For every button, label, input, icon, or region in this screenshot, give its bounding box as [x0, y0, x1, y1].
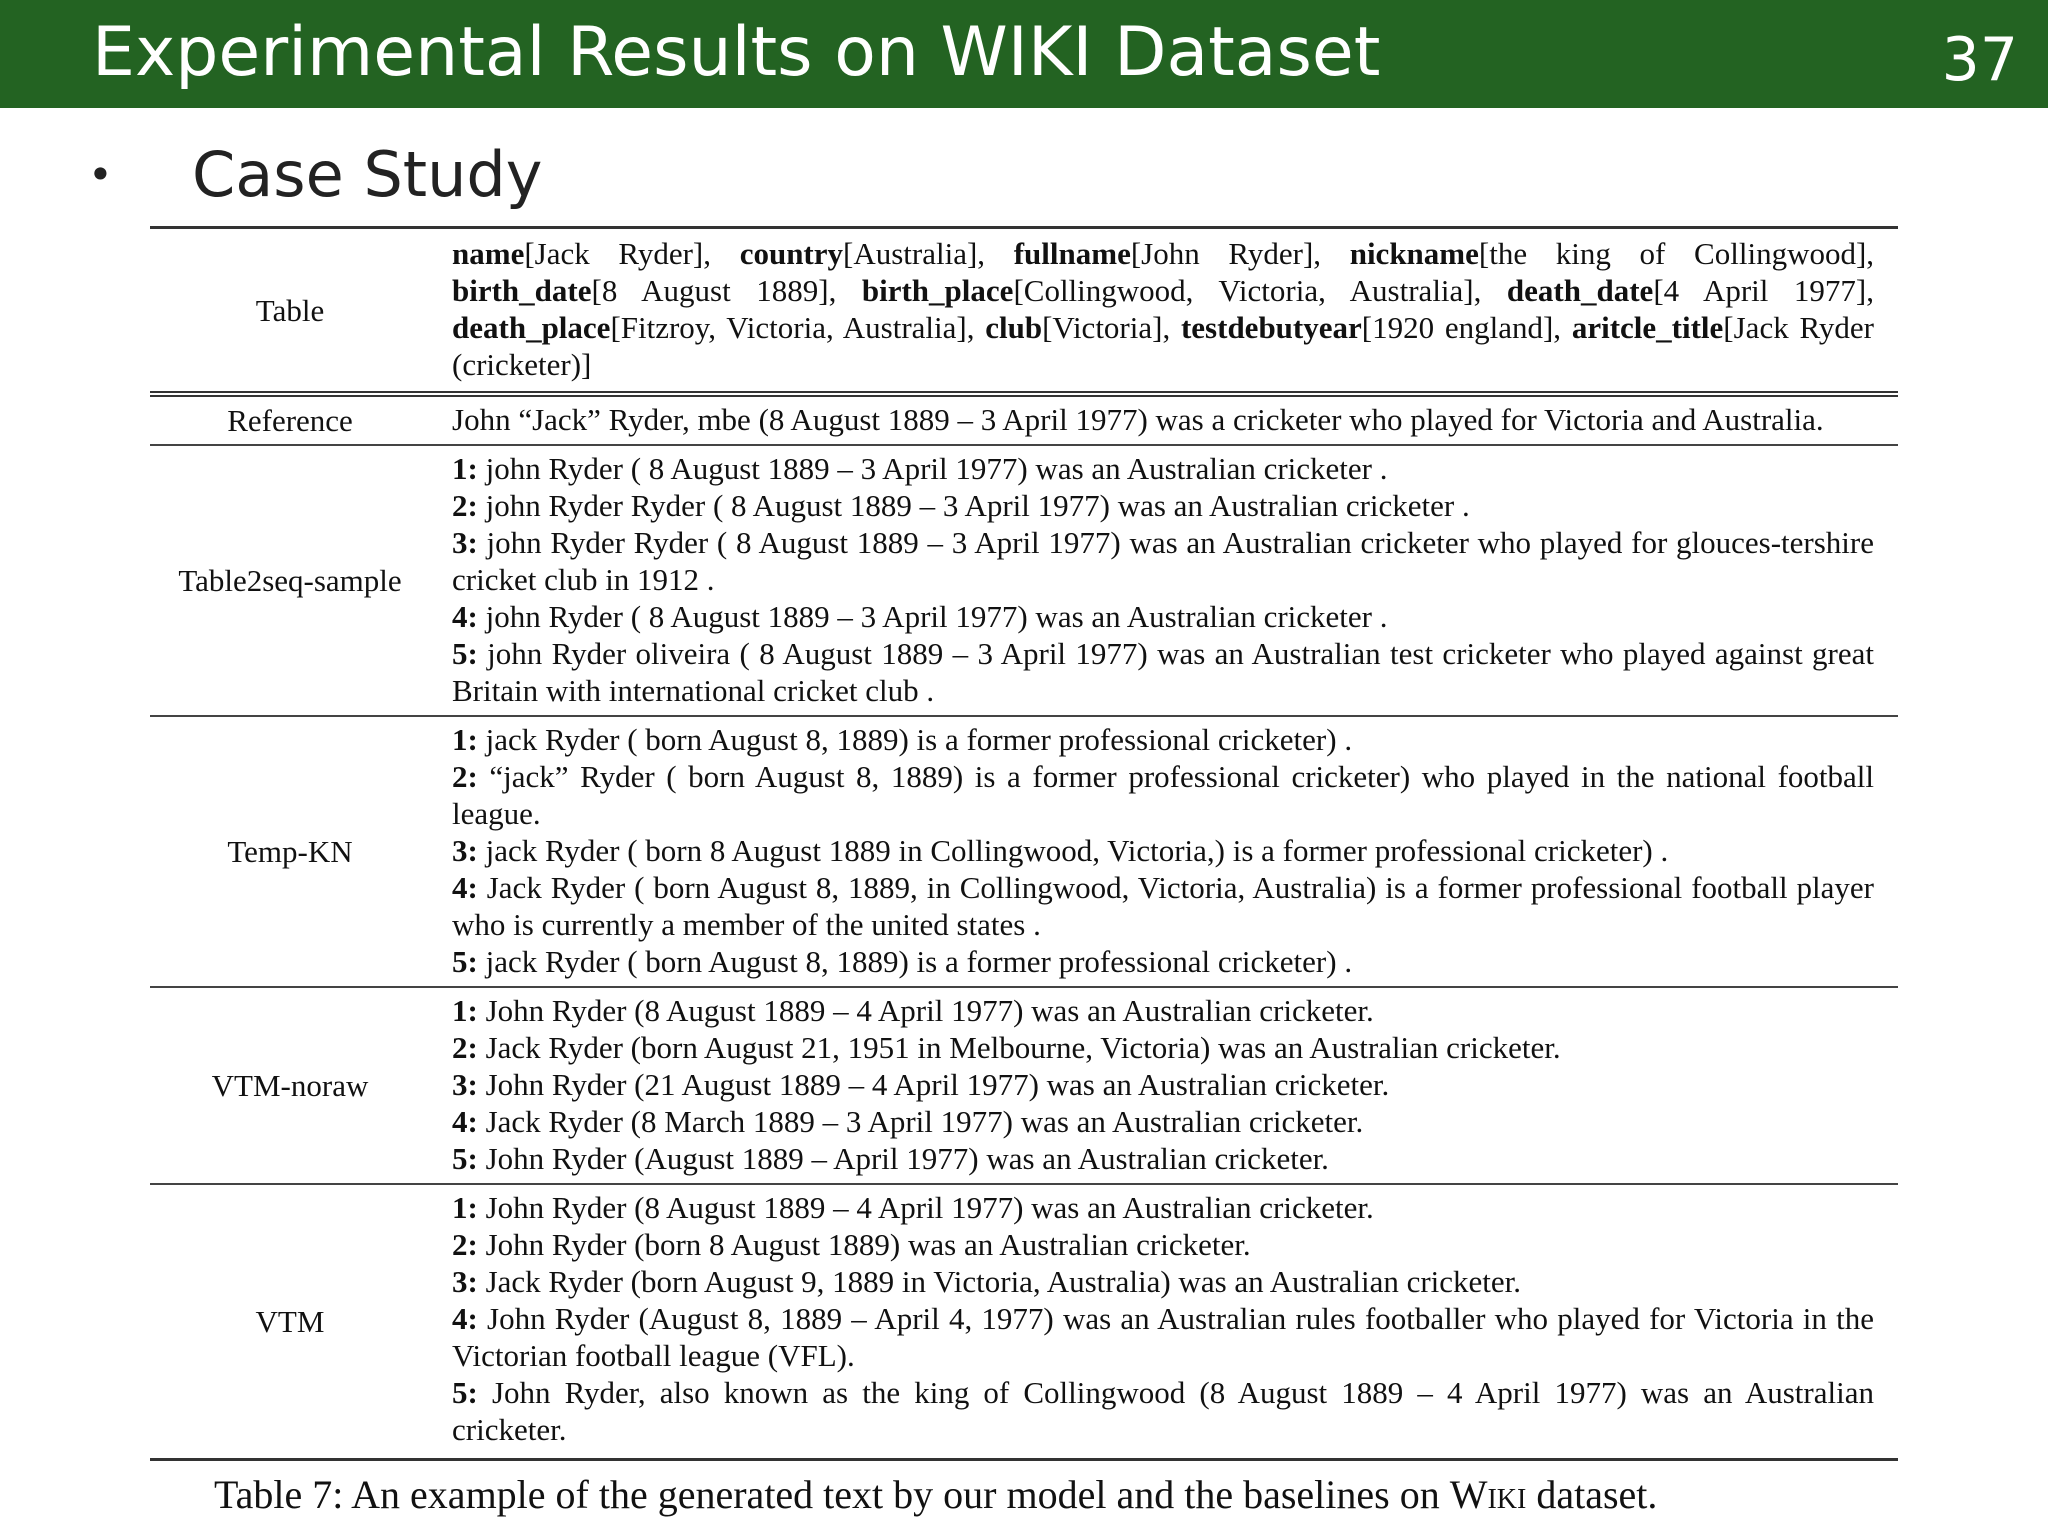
field-name: name[Jack Ryder],	[452, 236, 740, 271]
sample-line: 4: john Ryder ( 8 August 1889 – 3 April 1977) was an Australian cricketer .	[452, 599, 1388, 634]
sample-line: 4: Jack Ryder ( born August 8, 1889, in Collingwood, Victoria, Australia) is a former professional football player who is currently a member of the united states .	[452, 870, 1874, 942]
reference-text: John “Jack” Ryder, mbe (8 August 1889 – 3 April 1977) was a cricketer who played for Victoria and Australia.	[452, 402, 1824, 437]
page-number: 37	[1941, 25, 2018, 95]
bullet-dot-icon: •	[88, 150, 113, 199]
sample-line: 4: John Ryder (August 8, 1889 – April 4, 1977) was an Australian rules footballer who played for Victoria in the Victorian football league (VFL).	[452, 1301, 1874, 1373]
sample-line: 5: John Ryder (August 1889 – April 1977) was an Australian cricketer.	[452, 1141, 1329, 1176]
vtm-samples	[452, 1184, 1898, 1460]
table2seq-samples	[452, 445, 1898, 716]
slide-header	[0, 0, 2048, 108]
field-nickname: nickname[the king of Collingwood],	[1349, 236, 1875, 271]
sample-line: 3: John Ryder (21 August 1889 – 4 April 1977) was an Australian cricketer.	[452, 1067, 1390, 1102]
field-birth-date: birth_date[8 August 1889],	[452, 273, 862, 308]
sample-line: 2: john Ryder Ryder ( 8 August 1889 – 3 April 1977) was an Australian cricketer .	[452, 488, 1470, 523]
sample-line: 1: John Ryder (8 August 1889 – 4 April 1977) was an Australian cricketer.	[452, 993, 1374, 1028]
table-row-table	[150, 228, 1898, 395]
row-label-table: Table	[255, 292, 325, 328]
row-label-vtm: VTM	[255, 1304, 325, 1339]
field-birth-place: birth_place[Collingwood, Victoria, Australia],	[861, 273, 1507, 308]
sample-line: 2: John Ryder (born 8 August 1889) was an Australian cricketer.	[452, 1227, 1251, 1262]
row-label-table2seq: Table2seq-sample	[178, 563, 402, 598]
sample-line: 5: jack Ryder ( born August 8, 1889) is a former professional cricketer) .	[452, 944, 1353, 979]
table-row-reference	[150, 394, 1898, 445]
table-caption: Table 7: An example of the generated text by our model and the baselines on Wiki dataset.	[214, 1472, 1658, 1517]
field-country: country[Australia],	[739, 236, 1014, 271]
bullet-text: Case Study	[192, 138, 543, 211]
sample-line: 1: john Ryder ( 8 August 1889 – 3 April 1977) was an Australian cricketer .	[452, 451, 1388, 486]
sample-line: 3: john Ryder Ryder ( 8 August 1889 – 3 April 1977) was an Australian cricketer who played for glouces-tershire cricket club in 1912 .	[452, 525, 1874, 597]
field-article-title: aritcle_title[Jack Ryder (cricketer)]	[452, 310, 1874, 382]
row-label-temp-kn: Temp-KN	[227, 834, 353, 869]
sample-line: 4: Jack Ryder (8 March 1889 – 3 April 1977) was an Australian cricketer.	[452, 1104, 1364, 1139]
table-row-table2seq	[150, 445, 1898, 716]
table-row-vtm	[150, 1184, 1898, 1460]
field-death-place: death_place[Fitzroy, Victoria, Australia],	[452, 310, 986, 345]
sample-line: 1: jack Ryder ( born August 8, 1889) is a former professional cricketer) .	[452, 722, 1353, 757]
field-death-date: death_date[4 April 1977],	[1506, 273, 1875, 308]
table-row-vtm-noraw	[150, 987, 1898, 1184]
sample-line: 3: jack Ryder ( born 8 August 1889 in Collingwood, Victoria,) is a former professional cricketer) .	[452, 833, 1669, 868]
table-row-temp-kn	[150, 716, 1898, 987]
sample-line: 2: “jack” Ryder ( born August 8, 1889) is a former professional cricketer) who played in the national football league.	[452, 759, 1874, 831]
sample-line: 2: Jack Ryder (born August 21, 1951 in Melbourne, Victoria) was an Australian cricketer.	[452, 1030, 1561, 1065]
sample-line: 5: john Ryder oliveira ( 8 August 1889 – 3 April 1977) was an Australian test cricketer who played against great Britain with international cricket club .	[452, 636, 1874, 708]
sample-line: 3: Jack Ryder (born August 9, 1889 in Victoria, Australia) was an Australian cricketer.	[452, 1264, 1522, 1299]
sample-line: 1: John Ryder (8 August 1889 – 4 April 1977) was an Australian cricketer.	[452, 1190, 1374, 1225]
field-testdebutyear: testdebutyear[1920 england],	[1180, 310, 1572, 345]
row-label-reference: Reference	[227, 403, 353, 438]
vtm-noraw-samples	[452, 987, 1898, 1184]
table-fields	[452, 228, 1898, 395]
case-study-table	[150, 226, 1898, 1461]
sample-line: 5: John Ryder, also known as the king of Collingwood (8 August 1889 – 4 April 1977) was an Australian cricketer.	[452, 1375, 1874, 1447]
field-fullname: fullname[John Ryder],	[1013, 236, 1350, 271]
temp-kn-samples	[452, 716, 1898, 987]
slide-title: Experimental Results on WIKI Dataset	[92, 13, 1381, 92]
row-label-vtm-noraw: VTM-noraw	[211, 1068, 369, 1103]
field-club: club[Victoria],	[985, 310, 1181, 345]
